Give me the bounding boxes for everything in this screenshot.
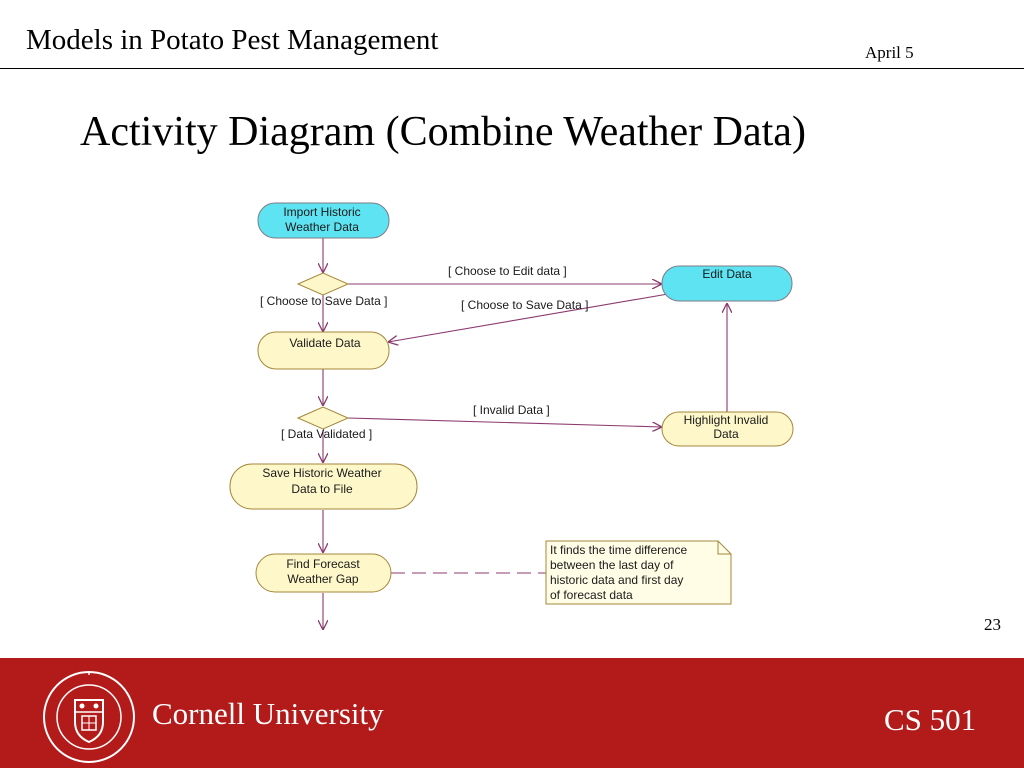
activity-highlight-label-line1: Highlight Invalid [683,413,769,427]
activity-validate-label: Validate Data [289,336,361,350]
activity-save-historic-weather-data[interactable] [230,464,417,509]
course-code: CS 501 [884,702,977,737]
note-text-line4: of forecast data [550,588,633,602]
university-name: Cornell University [152,696,384,731]
decision-diamond-edit-or-save[interactable] [298,273,348,295]
edge-decision-to-highlight [348,418,662,427]
activity-edit-label: Edit Data [702,267,752,281]
activity-save-label-line2: Data to File [291,482,353,496]
guard-choose-edit: [ Choose to Edit data ] [448,264,567,278]
decision-diamond-validation[interactable] [298,407,348,429]
slide-title: Activity Diagram (Combine Weather Data) [80,109,806,155]
guard-data-validated: [ Data Validated ] [281,427,373,441]
activity-highlight-invalid-data[interactable] [662,412,793,446]
activity-validate-data[interactable] [258,332,389,369]
slide-date: April 5 [865,43,914,62]
activity-find-label-line2: Weather Gap [287,572,359,586]
note-text-line2: between the last day of [550,558,674,572]
activity-find-label-line1: Find Forecast [286,557,360,571]
note-text-line1: It finds the time difference [550,543,688,557]
note-time-difference[interactable] [546,541,731,604]
guard-choose-save-left: [ Choose to Save Data ] [260,294,388,308]
presentation-title: Models in Potato Pest Management [26,24,439,56]
page-number: 23 [984,615,1001,634]
note-text-line3: historic data and first day [550,573,684,587]
activity-highlight-label-line2: Data [713,427,739,441]
activity-edit-data[interactable] [662,266,792,301]
footer-banner [0,658,1024,768]
activity-save-label-line1: Save Historic Weather [262,466,382,480]
activity-find-forecast-weather-gap[interactable] [256,554,391,592]
activity-import-label-line1: Import Historic [283,205,361,219]
guard-invalid-data: [ Invalid Data ] [473,403,550,417]
activity-import-label-line2: Weather Data [285,220,359,234]
guard-choose-save-right: [ Choose to Save Data ] [461,298,589,312]
cornell-seal-icon [42,670,136,764]
activity-import-historic-weather-data[interactable] [258,203,389,238]
